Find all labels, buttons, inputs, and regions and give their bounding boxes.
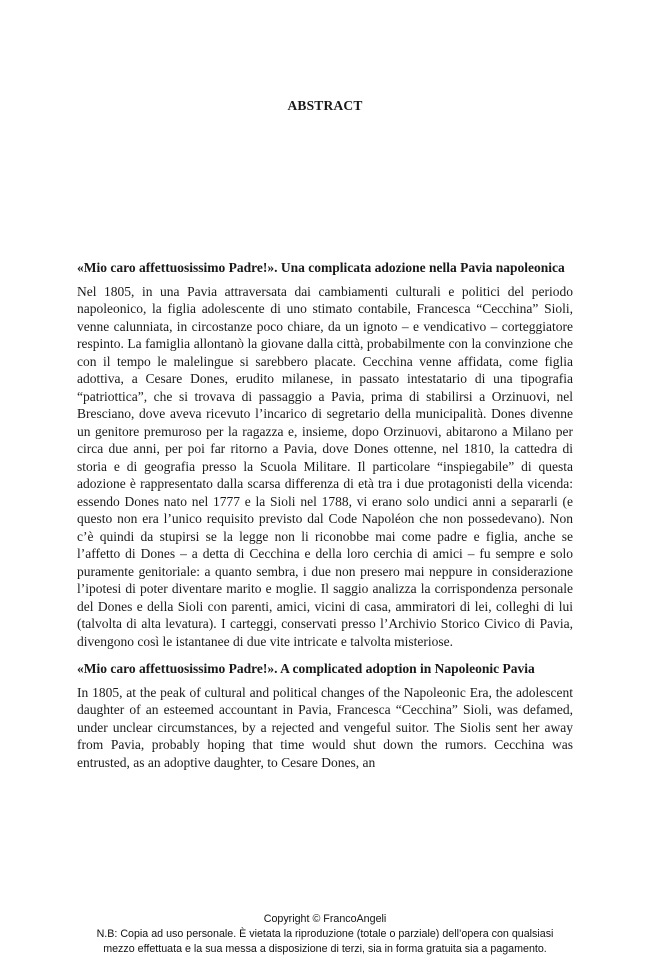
abstract-content: [77, 259, 573, 771]
section-title-italian: «Mio caro affettuosissimo Padre!». Una complicata adozione nella Pavia napoleonica: [77, 260, 565, 275]
copyright-footer: [0, 912, 650, 957]
abstract-section-english: [77, 660, 573, 771]
section-title-english: «Mio caro affettuosissimo Padre!». A complicated adoption in Napoleonic Pavia: [77, 661, 535, 676]
section-body-italian: Nel 1805, in una Pavia attraversata dai cambiamenti culturali e politici del periodo napoleonico, la figlia adolescente di uno stimato contabile, Francesca “Cecchina” Sioli, venne calunniata, in circostanze poco chiare, da un ignoto – e vendicativo – corteggiatore respinto. La famiglia allontanò la giovane dalla città, probabilmente con la convinzione che con il tempo le malelingue si sarebbero placate. Cecchina venne affidata, come figlia adottiva, a Cesare Dones, erudito milanese, in passato intestatario di una tipografia “patriottica”, che si trovava di passaggio a Pavia, prima di stabilirsi a Orzinuovi, nel Bresciano, dove aveva ricevuto l’incarico di segretario della municipalità. Dones divenne un genitore premuroso per la ragazza e, insieme, dopo Orzinuovi, abitarono a Milano per circa due anni, per poi far ritorno a Pavia, dove Dones ottenne, nel 1810, la cattedra di storia e di geografia presso la Scuola Militare. Il particolare “inspiegabile” di questa adozione è rappresentato dalla scarsa differenza di età tra i due protagonisti della vicenda: essendo Dones nato nel 1777 e la Sioli nel 1788, vi erano solo undici anni a separarli (e questo non era l’unico requisito previsto dal Code Napoléon che non possedevano). Non c’è quindi da stupirsi se la legge non li riconobbe mai come padre e figlia, anche se l’affetto di Dones – a detta di Cecchina e della loro cerchia di amici – fu sempre e solo puramente genitoriale: a quanto sembra, i due non presero mai neppure in considerazione l’ipotesi di poter diventare marito e moglie. Il saggio analizza la corrispondenza personale del Dones e della Sioli con parenti, amici, vicini di casa, ammiratori di lei, colleghi di lui (talvolta di alta levatura). I carteggi, conservati presso l’Archivio Storico Civico di Pavia, divengono così le istantanee di due vite intricate e talvolta misteriose.: [77, 283, 573, 649]
abstract-section-italian: [77, 259, 573, 650]
page-title: ABSTRACT: [287, 98, 363, 113]
copyright-notice-line-2: mezzo effettuata e la sua messa a disposizione di terzi, sia in forma gratuita sia a pagamento.: [103, 943, 547, 955]
copyright-line: Copyright © FrancoAngeli: [263, 913, 387, 925]
copyright-notice-line-1: N.B: Copia ad uso personale. È vietata la riproduzione (totale o parziale) dell’opera con qualsiasi: [96, 928, 554, 940]
section-body-english: In 1805, at the peak of cultural and political changes of the Napoleonic Era, the adolescent daughter of an esteemed accountant in Pavia, Francesca “Cecchina” Sioli, was defamed, under unclear circumstances, by a rejected and vengeful suitor. The Siolis sent her away from Pavia, probably hoping that time would shut down the rumors. Cecchina was entrusted, as an adoptive daughter, to Cesare Dones, an: [77, 684, 573, 770]
